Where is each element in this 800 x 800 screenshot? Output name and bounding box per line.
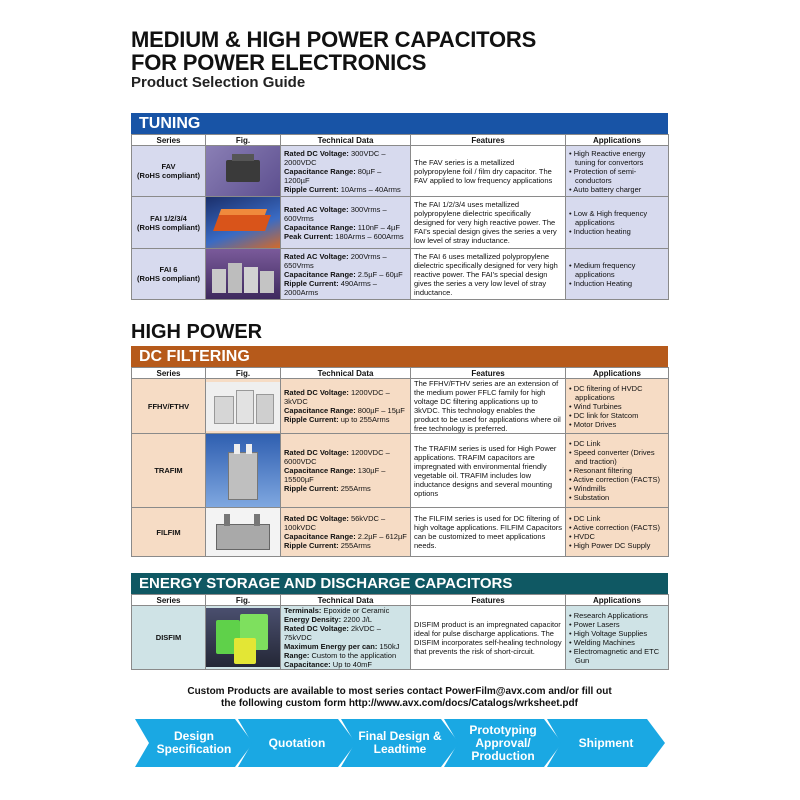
tech-label: Peak Current: (284, 231, 334, 241)
tech-label: Capacitance Range: (284, 466, 356, 475)
fai6-capacitor-image (206, 249, 280, 299)
filfim-capacitor-image (206, 508, 280, 556)
tuning-table (131, 134, 669, 300)
step-quotation (238, 719, 356, 767)
tech-label: Energy Density: (284, 615, 342, 624)
custom-note-line2: the following custom form http://www.avx.com/docs/Catalogs/wrksheet.pdf (221, 698, 578, 709)
col-tech: Technical Data (281, 595, 411, 606)
tuning-section (131, 113, 668, 300)
list-item: • Induction Heating (569, 279, 665, 288)
tech-value: 80µF – 1200µF (284, 166, 382, 185)
tech-label: Ripple Current: (284, 484, 339, 493)
list-item: • Speed converter (Drives and traction) (569, 448, 665, 466)
tech-label: Capacitance Range: (284, 269, 356, 279)
dc-filtering-band: DC FILTERING (131, 346, 668, 367)
tech-label: Terminals: (284, 606, 322, 615)
step-label: Final Design & Leadtime (358, 729, 442, 756)
tech-label: Rated AC Voltage: (284, 251, 349, 261)
features-text: The FAI 6 uses metallized polypropylene dielectric specifically designed for very high reactive power. The FAI's special design gives the series a very low level of stray inductance. (411, 249, 566, 300)
step-prototyping (444, 719, 562, 767)
tech-value: 2kVDC – 75kVDC (284, 624, 381, 642)
list-item: • Welding Machines (569, 638, 665, 647)
list-item: • Low & High frequency applications (569, 209, 665, 227)
col-fig: Fig. (206, 135, 281, 146)
tech-value: 300Vrms – 600Vrms (284, 204, 387, 223)
features-text: The FAI 1/2/3/4 uses metallized polypropylene dielectric specifically designed for very high reactive power. The FAI's special design gives the series a very low level of stray inductance. (411, 197, 566, 249)
series-name: FILFIM (132, 508, 206, 557)
tech-label: Maximum Energy per can: (284, 642, 378, 651)
features-text: The TRAFIM series is used for High Power applications. TRAFIM capacitors are impregnated with environmental friendly vegetable oil. TRAFIM includes low inductance designs and several mounting options (411, 434, 566, 508)
tech-value: 10Arms – 40Arms (340, 184, 401, 194)
disfim-capacitor-image (206, 608, 280, 667)
tech-label: Capacitance Range: (284, 222, 356, 232)
list-item: • Research Applications (569, 611, 665, 620)
table-row (132, 146, 669, 197)
col-features: Features (411, 595, 566, 606)
features-text: DISFIM product is an impregnated capacitor ideal for pulse discharge applications. The DISFIM incorporates self-healing technology that prevents the risk of short-circuit. (411, 606, 566, 670)
tech-value: Epoxide or Ceramic (323, 606, 390, 615)
list-item: • Motor Drives (569, 420, 665, 429)
table-row (132, 379, 669, 434)
tech-value: 110nF – 4µF (357, 222, 400, 232)
list-item: • Wind Turbines (569, 402, 665, 411)
energy-storage-band: ENERGY STORAGE AND DISCHARGE CAPACITORS (131, 573, 668, 594)
tech-value: 2200 J/L (343, 615, 372, 624)
list-item: • Substation (569, 493, 665, 502)
list-item: • DC link for Statcom (569, 411, 665, 420)
features-text: The FAV series is a metallized polypropylene foil / film dry capacitor. The FAV applied to low frequency applications (411, 146, 566, 197)
process-steps (135, 719, 665, 767)
step-label: Prototyping Approval/ Production (469, 722, 537, 763)
applications-list (569, 149, 665, 194)
col-series: Series (132, 368, 206, 379)
tech-value: Up to 40mF (332, 660, 372, 669)
series-name: FAI 1/2/3/4 (150, 213, 187, 223)
col-series: Series (132, 135, 206, 146)
step-label: Shipment (578, 735, 634, 750)
applications-list (569, 439, 665, 502)
features-text: The FILFIM series is used for DC filtering of high voltage applications. FILFIM Capacitors can be customized to meet applications needs. (411, 508, 566, 557)
step-label: Quotation (268, 735, 326, 750)
col-tech: Technical Data (281, 368, 411, 379)
col-applications: Applications (566, 135, 669, 146)
step-design-specification (135, 719, 253, 767)
tech-value: Custom to the application (311, 651, 397, 660)
table-row (132, 606, 669, 670)
col-series: Series (132, 595, 206, 606)
high-power-title: HIGH POWER (131, 321, 263, 343)
col-tech: Technical Data (281, 135, 411, 146)
tech-value: up to 255Arms (340, 415, 390, 424)
series-name: FFHV/FTHV (132, 379, 206, 434)
list-item: • Active correction (FACTS) (569, 523, 665, 532)
col-features: Features (411, 135, 566, 146)
page-subtitle: Product Selection Guide (131, 74, 306, 91)
series-name: FAV (161, 162, 176, 171)
applications-list (569, 611, 665, 665)
list-item: • DC Link (569, 514, 665, 523)
tech-label: Capacitance Range: (284, 532, 356, 541)
applications-list (569, 384, 665, 429)
tech-value: 255Arms (340, 484, 371, 493)
tech-label: Capacitance: (284, 660, 331, 669)
tech-value: 200Vrms – 650Vrms (284, 251, 387, 270)
tech-value: 1200VDC – 6000VDC (284, 448, 390, 466)
tuning-band: TUNING (131, 113, 668, 134)
tech-label: Ripple Current: (284, 184, 339, 194)
step-label: Design Specification (156, 729, 232, 756)
tech-label: Rated DC Voltage: (284, 514, 349, 523)
list-item: • High Voltage Supplies (569, 629, 665, 638)
list-item: • HVDC (569, 532, 665, 541)
list-item: • Active correction (FACTS) (569, 475, 665, 484)
dc-filtering-table (131, 367, 669, 557)
table-row (132, 249, 669, 300)
tech-value: 2.2µF – 612µF (357, 532, 407, 541)
tech-value: 150kJ (379, 642, 400, 651)
tech-label: Ripple Current: (284, 278, 339, 288)
list-item: • Power Lasers (569, 620, 665, 629)
series-name: TRAFIM (132, 434, 206, 508)
list-item: • Windmills (569, 484, 665, 493)
list-item: • Electromagnetic and ETC Gun (569, 647, 665, 665)
series-name: DISFIM (132, 606, 206, 670)
list-item: • Medium frequency applications (569, 261, 665, 279)
tech-value: 180Arms – 600Arms (335, 231, 404, 241)
table-row (132, 508, 669, 557)
tech-label: Ripple Current: (284, 415, 339, 424)
rohs-note: (RoHS compliant) (137, 171, 200, 180)
features-text: The FFHV/FTHV series are an extension of the medium power FFLC family for high voltage DC filtering applications up to 3kVDC. This technology enables the product to be used for applications where oil free technology is preferred. (411, 379, 566, 434)
list-item: • DC Link (569, 439, 665, 448)
tech-value: 800µF – 15µF (357, 406, 405, 415)
tech-label: Capacitance Range: (284, 406, 356, 415)
col-fig: Fig. (206, 595, 281, 606)
col-applications: Applications (566, 368, 669, 379)
tech-label: Rated DC Voltage: (284, 388, 349, 397)
step-final-design (341, 719, 459, 767)
list-item: • High Power DC Supply (569, 541, 665, 550)
col-features: Features (411, 368, 566, 379)
col-applications: Applications (566, 595, 669, 606)
applications-list (569, 514, 665, 550)
page-title-line1: MEDIUM & HIGH POWER CAPACITORS (131, 27, 537, 52)
tech-value: 56kVDC – 100kVDC (284, 514, 386, 532)
list-item: • Auto battery charger (569, 185, 665, 194)
ffhv-capacitor-image (206, 382, 280, 431)
applications-list (569, 209, 665, 236)
trafim-capacitor-image (206, 434, 280, 507)
tech-value: 490Arms – 2000Arms (284, 278, 377, 297)
tech-label: Rated DC Voltage: (284, 624, 349, 633)
applications-list (569, 261, 665, 288)
table-header-row (132, 595, 669, 606)
energy-storage-section (131, 573, 668, 670)
fav-capacitor-image (206, 146, 280, 196)
col-fig: Fig. (206, 368, 281, 379)
tech-value: 2.5µF – 60µF (357, 269, 403, 279)
table-row (132, 197, 669, 249)
tech-label: Ripple Current: (284, 541, 339, 550)
tech-value: 130µF – 15500µF (284, 466, 386, 484)
tech-value: 300VDC – 2000VDC (284, 148, 386, 167)
tech-label: Capacitance Range: (284, 166, 356, 176)
custom-note-line1: Custom Products are available to most series contact PowerFilm@avx.com and/or fill out (187, 686, 612, 697)
step-shipment (547, 719, 665, 767)
table-header-row (132, 368, 669, 379)
rohs-note: (RoHS compliant) (137, 222, 200, 232)
series-name: FAI 6 (159, 265, 178, 274)
table-row (132, 434, 669, 508)
tech-label: Range: (284, 651, 310, 660)
tech-value: 1200VDC – 3kVDC (284, 388, 390, 406)
fai-capacitor-image (206, 197, 280, 248)
list-item: • Resonant filtering (569, 466, 665, 475)
tech-value: 255Arms (340, 541, 371, 550)
energy-storage-table (131, 594, 669, 670)
list-item: • Induction heating (569, 227, 665, 236)
page-header (131, 28, 671, 92)
tech-label: Rated AC Voltage: (284, 204, 349, 214)
list-item: • DC filtering of HVDC applications (569, 384, 665, 402)
custom-products-note (131, 686, 668, 710)
tech-label: Rated DC Voltage: (284, 448, 349, 457)
list-item: • Protection of semi-conductors (569, 167, 665, 185)
tech-label: Rated DC Voltage: (284, 148, 349, 158)
table-header-row (132, 135, 669, 146)
rohs-note: (RoHS compliant) (137, 274, 200, 283)
page-title-line2: FOR POWER ELECTRONICS (131, 50, 427, 75)
dc-filtering-section (131, 346, 668, 557)
list-item: • High Reactive energy tuning for convertors (569, 149, 665, 167)
